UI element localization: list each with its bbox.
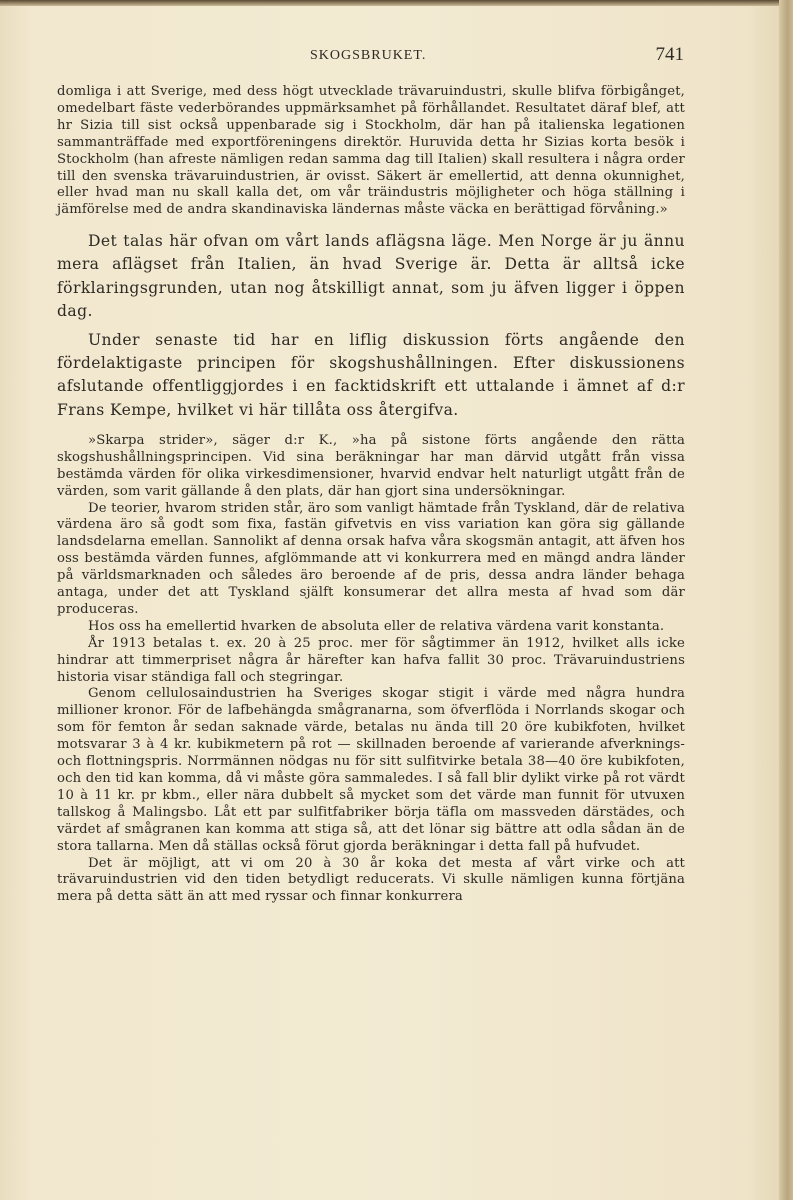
paragraph-discussion: Under senaste tid har en liflig diskussion förts angående den fördelaktigaste principen för skogshushållningen. Efter diskussionens afslutande offentliggjordes i en facktidskrift ett uttalande i ämnet af d:r Frans Kempe, hvilket vi här tillåta oss återgifva. (57, 331, 685, 419)
page-top-edge (0, 0, 793, 6)
paragraph-location: Det talas här ofvan om vårt lands aflägsna läge. Men Norge är ju ännu mera aflägset från Italien, än hvad Sverige är. Detta är alltså icke förklaringsgrunden, utan nog åtskilligt annat, som ju äfven ligger i öppen dag. (57, 232, 685, 320)
paragraph-cellulose: Genom cellulosaindustrien ha Sveriges skogar stigit i värde med några hundra millioner kronor. För de lafbehängda smågranarna, som öfverflöda i Norrlands skogar och som för femton år sedan saknade värde, betalas nu ända till 20 öre kubikfoten, hvilket motsvarar 3 à 4 kr. kubikmetern på rot — skillnaden beroende af varierande afverknings- och flottningspris. Norrmännen nödgas nu för sitt sulfitvirke betala 38—40 öre kubikfoten, och den tid kan komma, då vi måste göra sammaledes. I så fall blir dylikt virke på rot värdt 10 à 11 kr. pr kbm., eller nära dubbelt så mycket som det värde man funnit för utvuxen tallskog å Malingsbo. Låt ett par sulfitfabriker börja täfla om massveden därstädes, och värdet af smågranen kan komma att stiga så, att det lönar sig bättre att odla sådan än de stora tallarna. Men då ställas också förut gjorda beräkningar i detta fall på hufvudet. (57, 686, 685, 854)
page-right-edge (779, 0, 793, 1200)
paragraph-values: Hos oss ha emellertid hvarken de absoluta eller de relativa värdena varit konstanta. (88, 618, 665, 634)
paragraph-kempe-quote: »Skarpa strider», säger d:r K., »ha på sistone förts angående den rätta skogshushållningsprincipen. Vid sina beräkningar har man därvid utgått från vissa bestämda värden för olika virkesdimensioner, hvarvid endvar helt naturligt utgått från de värden, som varit gällande å den plats, där han gjort sina undersökningar. (57, 432, 685, 499)
page-body (57, 84, 685, 906)
page-number: 741 (655, 44, 684, 65)
paragraph-1913: År 1913 betalas t. ex. 20 à 25 proc. mer för sågtimmer än 1912, hvilket alls icke hindrar att timmerpriset några år härefter kan hafva fallit 30 proc. Trävaruindustriens historia visar ständiga fall och stegringar. (57, 635, 685, 685)
paragraph-quote-end: domliga i att Sverige, med dess högt utvecklade trävaruindustri, skulle blifva förbigånget, omedelbart fäste vederbörandes uppmärksamhet på förhållandet. Resultatet däraf blef, att hr Sizia till sist också uppenbarade sig i Stockholm, där han på italienska legationen sammanträffade med exportföreningens direktör. Huruvida detta hr Sizias korta besök i Stockholm (han afreste nämligen redan samma dag till Italien) skall resultera i några order till den svenska trävaruindustrien, är ovisst. Säkert är emellertid, att denna okunnighet, eller hvad man nu skall kalla det, om vår träindustris möjligheter och höga ställning i jämförelse med de andra skandinaviska ländernas måste väcka en berättigad förvåning.» (57, 84, 685, 218)
running-head (58, 44, 684, 68)
paragraph-theories: De teorier, hvarom striden står, äro som vanligt hämtade från Tyskland, där de relativa värdena äro så godt som fixa, fastän gifvetvis en viss variation kan göra sig gällande landsdelarna emellan. Sannolikt af denna orsak hafva våra skogsmän antagit, att äfven hos oss bestämda värden funnes, afglömmande att vi konkurrera med en mängd andra länder på världsmarknaden och således äro beroende af de pris, dessa andra länder behaga antaga, under det att Tyskland själft konsumerar det allra mesta af hvad som där produceras. (57, 500, 685, 617)
running-title: SKOGSBRUKET. (310, 48, 427, 63)
paragraph-future: Det är möjligt, att vi om 20 à 30 år koka det mesta af vårt virke och att trävaruindustrien vid den tiden betydligt reducerats. Vi skulle nämligen kunna förtjäna mera på detta sätt än att med ryssar och finnar konkurrera (57, 855, 685, 905)
